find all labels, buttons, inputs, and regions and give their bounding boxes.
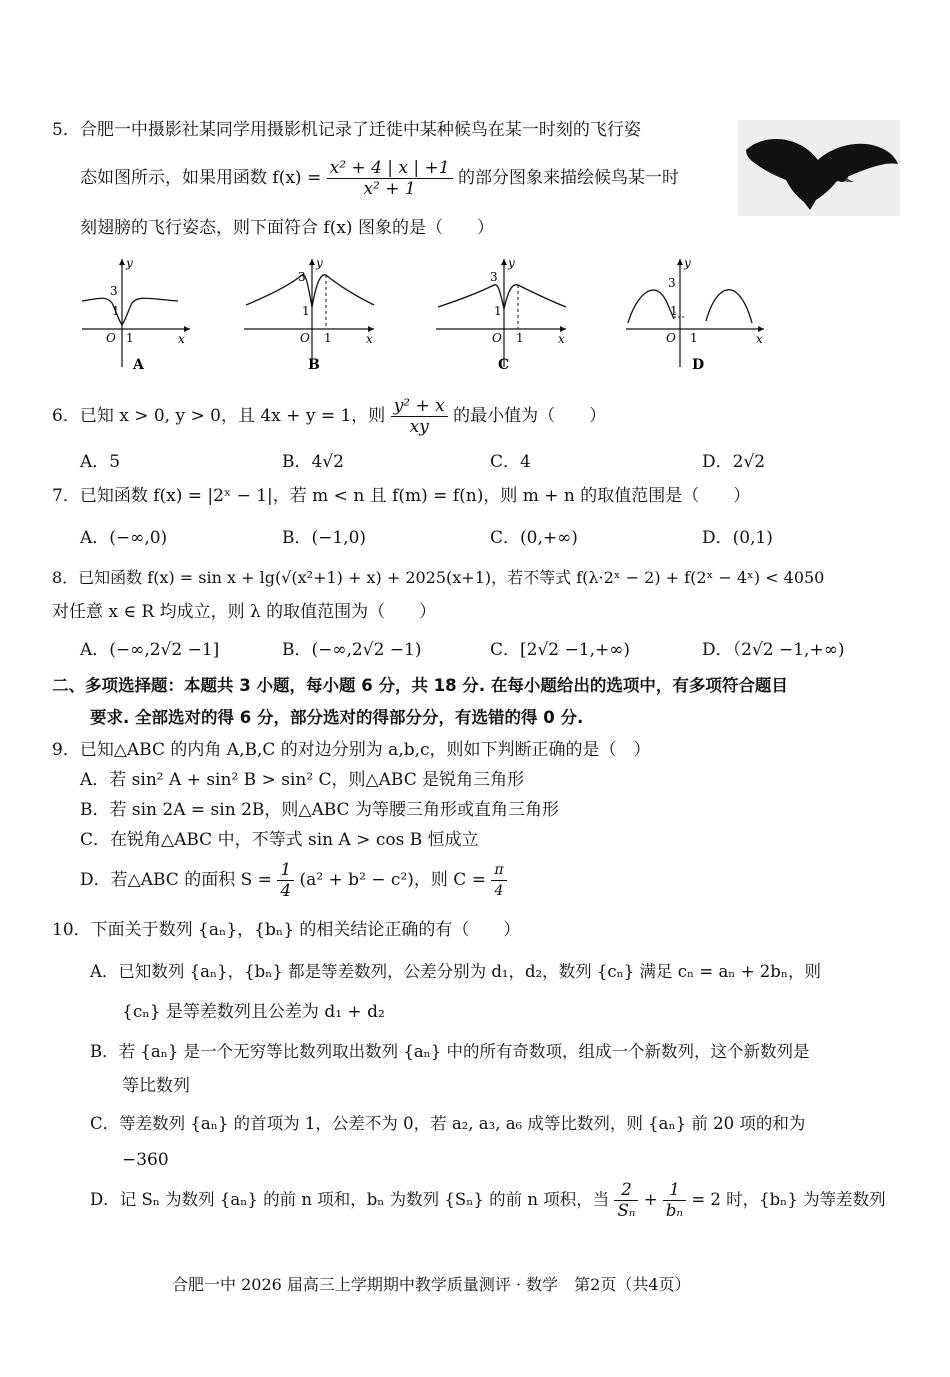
q10-frac1-num: 2 bbox=[614, 1180, 638, 1201]
graph-b-tick-x1: 1 bbox=[324, 331, 332, 345]
q10-stem: 10．下面关于数列 {aₙ}，{bₙ} 的相关结论正确的有（ ） bbox=[52, 920, 521, 940]
q6-frac-numerator: y² + x bbox=[391, 396, 448, 417]
graph-a-tick-x1: 1 bbox=[126, 331, 134, 345]
graph-option-a bbox=[78, 255, 196, 373]
graph-option-c bbox=[432, 255, 572, 373]
q7-option-d: D．(0,1) bbox=[702, 528, 773, 548]
q5-line1: 5．合肥一中摄影社某同学用摄影机记录了迁徙中某种候鸟在某一时刻的飞行姿 bbox=[52, 120, 641, 140]
q8-option-d: D．（2√2 −1,+∞) bbox=[702, 640, 845, 660]
graph-a-tick-y1: 1 bbox=[112, 304, 120, 318]
graph-c-label: C bbox=[498, 357, 510, 373]
graph-a-y-label: y bbox=[126, 256, 133, 270]
bird-silhouette-icon bbox=[738, 120, 900, 216]
graph-d-label: D bbox=[692, 357, 705, 373]
q6-stem-b: 的最小值为（ ） bbox=[453, 406, 607, 426]
graph-d-y-label: y bbox=[684, 256, 691, 270]
q8-option-b: B．(−∞,2√2 −1) bbox=[282, 640, 422, 660]
q9-option-d-angle bbox=[491, 860, 506, 901]
q10-frac1-den: Sₙ bbox=[617, 1201, 636, 1220]
graph-c-tick-x1: 1 bbox=[516, 331, 524, 345]
q10-option-a-line1: A．已知数列 {aₙ}，{bₙ} 都是等差数列，公差分别为 d₁，d₂，数列 {cₙ} 满足 cₙ = aₙ + 2bₙ，则 bbox=[90, 962, 821, 981]
graph-b-origin: O bbox=[300, 331, 310, 345]
q8-option-a: A．(−∞,2√2 −1] bbox=[80, 640, 220, 660]
q8-stem-line1: 8．已知函数 f(x) = sin x + lg(√(x²+1) + x) + 2025(x+1)，若不等式 f(λ·2ˣ − 2) + f(2ˣ − 4ˣ) < 4050 bbox=[52, 568, 825, 587]
q9-option-a: A．若 sin² A + sin² B > sin² C，则△ABC 是锐角三角形 bbox=[80, 770, 525, 790]
q9-quarter-num: 1 bbox=[277, 860, 294, 881]
graph-c-tick-y3: 3 bbox=[490, 270, 498, 284]
graph-c-y-label: y bbox=[508, 256, 515, 270]
graph-a-x-label: x bbox=[178, 332, 185, 346]
q5-func-denominator: x² + 1 bbox=[363, 179, 416, 199]
graph-b-label: B bbox=[308, 357, 320, 373]
graph-option-d bbox=[622, 255, 772, 373]
q9-option-d bbox=[80, 860, 507, 901]
q6-option-d: D．2√2 bbox=[702, 452, 766, 472]
q5-line2-a: 态如图所示，如果用函数 f(x) = bbox=[80, 168, 322, 188]
q10-option-c-line1: C．等差数列 {aₙ} 的首项为 1，公差不为 0，若 a₂, a₃, a₆ 成等比数列，则 {aₙ} 前 20 项的和为 bbox=[90, 1114, 806, 1133]
page-footer: 合肥一中 2026 届高三上学期期中教学质量测评 · 数学 第2页（共4页） bbox=[172, 1275, 691, 1294]
graph-a-origin: O bbox=[106, 331, 116, 345]
q10-option-d-frac2 bbox=[663, 1180, 686, 1221]
q10-option-c-line2: −360 bbox=[122, 1150, 169, 1170]
q10-option-a-line2: {cₙ} 是等差数列且公差为 d₁ + d₂ bbox=[122, 1002, 385, 1022]
q9-option-b: B．若 sin 2A = sin 2B，则△ABC 为等腰三角形或直角三角形 bbox=[80, 800, 559, 820]
graph-b-x-label: x bbox=[366, 332, 373, 346]
q10-frac2-den: bₙ bbox=[665, 1201, 684, 1220]
graph-c-origin: O bbox=[492, 331, 502, 345]
section2-heading-line1: 二、多项选择题：本题共 3 小题，每小题 6 分，共 18 分. 在每小题给出的选项中，有多项符合题目 bbox=[52, 676, 788, 695]
q9-angle-num: π bbox=[491, 860, 506, 881]
graph-option-b bbox=[240, 255, 380, 373]
graph-d-origin: O bbox=[666, 331, 676, 345]
q8-stem-line2: 对任意 x ∈ R 均成立，则 λ 的取值范围为（ ） bbox=[52, 602, 437, 622]
graph-c-tick-y1: 1 bbox=[494, 304, 502, 318]
graph-d-tick-x1: 1 bbox=[690, 331, 698, 345]
q10-frac2-num: 1 bbox=[663, 1180, 686, 1201]
q10-option-d-plus: + bbox=[643, 1190, 658, 1209]
q9-option-d-quarter bbox=[277, 860, 294, 901]
q7-option-b: B．(−1,0) bbox=[282, 528, 367, 548]
q10-option-d bbox=[90, 1180, 886, 1221]
q5-line3: 刻翅膀的飞行姿态，则下面符合 f(x) 图象的是（ ） bbox=[80, 218, 494, 238]
q9-stem: 9．已知△ABC 的内角 A,B,C 的对边分别为 a,b,c，则如下判断正确的是（ ） bbox=[52, 740, 651, 760]
graph-a-tick-y3: 3 bbox=[110, 284, 118, 298]
q10-option-d-frac1 bbox=[614, 1180, 638, 1221]
q9-angle-den: 4 bbox=[494, 883, 504, 899]
q9-option-d-b: (a² + b² − c²)，则 C = bbox=[299, 870, 486, 890]
q5-function-fraction bbox=[327, 158, 453, 199]
q7-option-c: C．(0,+∞) bbox=[490, 528, 578, 548]
q6-stem bbox=[52, 396, 606, 437]
q7-option-a: A．(−∞,0) bbox=[80, 528, 168, 548]
q6-option-b: B．4√2 bbox=[282, 452, 344, 472]
q8-option-c: C．[2√2 −1,+∞) bbox=[490, 640, 631, 660]
section2-heading-line2: 要求. 全部选对的得 6 分，部分选对的得部分分，有选错的得 0 分. bbox=[90, 708, 584, 727]
graph-d-tick-y1: 1 bbox=[670, 304, 678, 318]
q10-option-b-line1: B．若 {aₙ} 是一个无穷等比数列取出数列 {aₙ} 中的所有奇数项，组成一个新数列，这个新数列是 bbox=[90, 1042, 810, 1061]
q7-stem: 7．已知函数 f(x) = |2ˣ − 1|，若 m < n 且 f(m) = f(n)，则 m + n 的取值范围是（ ） bbox=[52, 486, 751, 506]
q5-line2 bbox=[80, 158, 679, 199]
q9-quarter-den: 4 bbox=[280, 881, 292, 901]
q5-line2-b: 的部分图象来描绘候鸟某一时 bbox=[458, 168, 680, 188]
graph-b-tick-y3: 3 bbox=[298, 270, 306, 284]
q6-option-a: A．5 bbox=[80, 452, 121, 472]
q9-option-c: C．在锐角△ABC 中，不等式 sin A > cos B 恒成立 bbox=[80, 830, 479, 850]
q6-stem-a: 6．已知 x > 0, y > 0，且 4x + y = 1，则 bbox=[52, 406, 386, 426]
q5-func-numerator: x² + 4 | x | +1 bbox=[327, 158, 453, 179]
q10-option-d-b: = 2 时，{bₙ} 为等差数列 bbox=[691, 1190, 886, 1209]
graph-b-tick-y1: 1 bbox=[302, 304, 310, 318]
q9-option-d-a: D．若△ABC 的面积 S = bbox=[80, 870, 272, 890]
q6-fraction bbox=[391, 396, 448, 437]
q6-frac-denominator: xy bbox=[409, 417, 429, 437]
q6-option-c: C．4 bbox=[490, 452, 531, 472]
graph-a-label: A bbox=[133, 357, 144, 373]
graph-d-tick-y3: 3 bbox=[668, 276, 676, 290]
graph-d-x-label: x bbox=[756, 332, 763, 346]
q10-option-d-a: D．记 Sₙ 为数列 {aₙ} 的前 n 项和，bₙ 为数列 {Sₙ} 的前 n 项积，当 bbox=[90, 1190, 610, 1209]
graph-b-y-label: y bbox=[316, 256, 323, 270]
graph-c-x-label: x bbox=[558, 332, 565, 346]
q10-option-b-line2: 等比数列 bbox=[122, 1076, 190, 1096]
